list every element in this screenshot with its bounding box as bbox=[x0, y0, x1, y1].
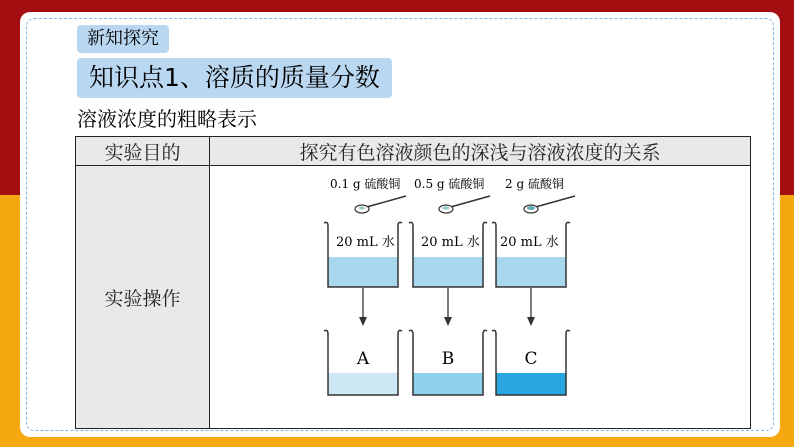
result-a-label: A bbox=[356, 349, 370, 369]
water-beaker-2 bbox=[409, 222, 487, 287]
spoon-3 bbox=[505, 176, 575, 213]
topic-title: 知识点1、溶质的质量分数 bbox=[77, 58, 392, 98]
subtitle: 溶液浓度的粗略表示 bbox=[77, 107, 257, 131]
result-beaker-b bbox=[409, 330, 487, 395]
result-c-label: C bbox=[524, 349, 538, 369]
result-beaker-c bbox=[492, 330, 570, 395]
result-c-solution bbox=[496, 373, 566, 395]
water-beaker-1 bbox=[324, 222, 402, 287]
beaker-3-label: 20 mL 水 bbox=[500, 235, 559, 250]
spoon-2-label: 0.5 g 硫酸铜 bbox=[414, 177, 485, 191]
result-beaker-a bbox=[324, 330, 402, 395]
spoon-2 bbox=[414, 176, 490, 213]
result-a-solution bbox=[328, 373, 398, 395]
table-row-operation bbox=[76, 166, 751, 429]
water-beaker-3 bbox=[492, 222, 570, 287]
purpose-label: 实验目的 bbox=[76, 137, 210, 166]
arrow-3-icon bbox=[527, 288, 535, 326]
result-b-label: B bbox=[441, 349, 455, 369]
arrow-2-icon bbox=[444, 288, 452, 326]
spoon-3-label: 2 g 硫酸铜 bbox=[505, 177, 564, 191]
experiment-table bbox=[75, 136, 751, 429]
beaker-1-label: 20 mL 水 bbox=[336, 235, 395, 250]
result-b-solution bbox=[413, 373, 483, 395]
purpose-value: 探究有色溶液颜色的深浅与溶液浓度的关系 bbox=[210, 137, 751, 166]
spoon-1 bbox=[330, 176, 406, 213]
diagram-svg bbox=[210, 166, 750, 428]
section-tag: 新知探究 bbox=[77, 25, 169, 53]
experiment-diagram bbox=[210, 166, 751, 429]
beaker-2-label: 20 mL 水 bbox=[421, 235, 480, 250]
powder-icon bbox=[527, 206, 535, 210]
powder-icon bbox=[359, 206, 365, 209]
powder-icon bbox=[443, 206, 450, 210]
spoon-1-label: 0.1 g 硫酸铜 bbox=[330, 177, 401, 191]
arrow-1-icon bbox=[359, 288, 367, 326]
operation-label: 实验操作 bbox=[76, 166, 210, 429]
table-row-purpose bbox=[76, 137, 751, 166]
slide-card bbox=[20, 12, 780, 437]
